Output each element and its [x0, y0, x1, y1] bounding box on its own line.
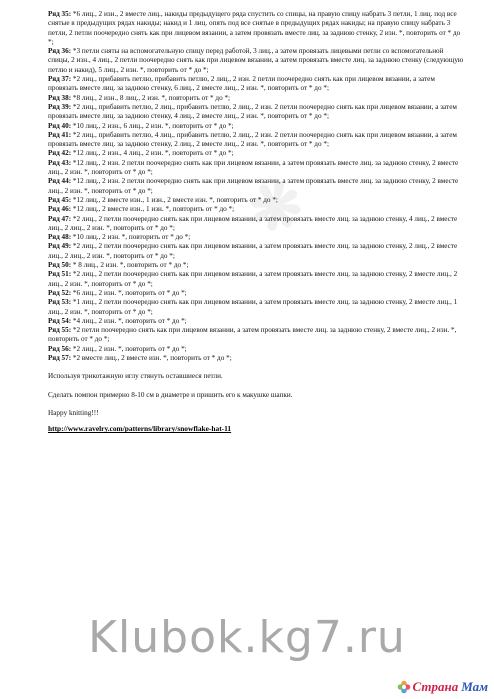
pattern-row — [48, 149, 464, 158]
row-label: Ряд 50: — [48, 261, 72, 270]
row-label: Ряд 47: — [48, 214, 72, 223]
row-instructions: *6 лиц., 2 изн., 2 вместе лиц., накиды предыдущего ряда спустить со спицы, на правую спицу набрать 3 петли, 1 лиц. под все снятые в предыдущих рядах накиды; накид и 1 лиц. опять под все снятые в предыдущих рядах накиды; на правую спицу набрать 3 петли, 2 петли поочередно снять как при лицевом вязании, а затем провязать вместе лиц. за заднюю стенку, 2 изн. *, повторить от * до *; — [48, 10, 461, 46]
row-label: Ряд 51: — [48, 270, 72, 279]
row-instructions: *12 лиц., 2 вместе изн., 1 изн. *, повторить от * до *; — [71, 205, 235, 214]
row-instructions: *12 лиц., 2 вместе изн., 1 изн., 2 вместе изн. *, повторить от * до *; — [71, 195, 278, 204]
pattern-row — [48, 242, 464, 261]
pattern-row — [48, 345, 464, 354]
row-instructions: *2 лиц., 2 изн. *, повторить от * до *; — [71, 344, 187, 353]
pattern-row — [48, 317, 464, 326]
site-watermark: Klubok.kg7.ru — [88, 612, 406, 663]
pattern-rows — [48, 10, 464, 363]
background-watermark: ❋ — [233, 162, 320, 252]
flower-icon — [397, 680, 411, 694]
logo-word-strana: Страна — [412, 679, 459, 694]
row-label: Ряд 55: — [48, 326, 72, 335]
pattern-row — [48, 196, 464, 205]
row-label: Ряд 52: — [48, 288, 72, 297]
spacer — [48, 400, 464, 409]
row-instructions: *4 лиц., 2 изн. *, повторить от * до *; — [71, 316, 187, 325]
row-instructions: *12 лиц., 2 изн. 2 петли поочередно снять как при лицевом вязании, а затем провязать вместе лиц. за заднюю стенку, 2 вместе лиц., 2 изн. *, повторить от * до *; — [48, 177, 459, 195]
row-label: Ряд 45: — [48, 195, 72, 204]
row-instructions: *12 лиц., 2 изн. 2 петли поочередно снять как при лицевом вязании, а затем провязать вместе лиц. за заднюю стенку, 2 вместе лиц., 2 изн. *, повторить от * до *; — [48, 158, 459, 177]
row-instructions: *2 лиц., 2 петли поочередно снять как при лицевом вязании, а затем провязать вместе лиц. за заднюю стенку, 2 лиц., 2 вместе лиц., 2 лиц., 2 изн. *, повторить от * до *; — [48, 242, 458, 260]
row-label: Ряд 44: — [48, 177, 72, 186]
pattern-row — [48, 354, 464, 363]
row-label: Ряд 57: — [48, 353, 72, 362]
pattern-row — [48, 177, 464, 196]
ravelry-pattern-link[interactable]: http://www.ravelry.com/patterns/library/snowflake-hat-11 — [48, 424, 232, 434]
pattern-row — [48, 298, 464, 317]
pattern-row — [48, 159, 464, 178]
pattern-row — [48, 205, 464, 214]
pattern-row — [48, 75, 464, 94]
row-label: Ряд 42: — [48, 149, 72, 158]
row-instructions: *2 лиц., прибавить петлю, 4 лиц., прибавить петлю, 2 лиц., 2 изн. 2 петли поочередно снять как при лицевом вязании, а затем провязать вместе лиц. за заднюю стенку, 2 лиц., 2 вместе лиц., 2 изн. *, повторить от * до *; — [48, 130, 457, 149]
pattern-row — [48, 261, 464, 270]
pattern-row — [48, 289, 464, 298]
happy-knitting-text: Happy knitting!!! — [48, 408, 99, 417]
row-instructions: *3 петли сняты на вспомогательную спицу перед работой, 3 лиц., а затем провязать лицевыми петли со вспомогательной спицы, 2 изн., 4 лиц., 2 петли поочередно снять как при лицевом вязании, а затем провязать вместе лиц. за заднюю стенку (следующую петлю и накид), 5 лиц., 2 изн. *, повторить от * до *; — [48, 47, 464, 74]
row-instructions: *10 лиц., 2 изн., 6 лиц., 2 изн. *, повторить от * до *; — [71, 121, 234, 130]
row-instructions: *2 лиц., 2 петли поочередно снять как при лицевом вязании, а затем провязать вместе лиц. за заднюю стенку, 4 лиц., 2 вместе лиц., 2 лиц., 2 изн. *, повторить от * до *; — [48, 214, 458, 232]
row-instructions: *2 лиц., прибавить петлю, 2 лиц., прибавить петлю, 2 лиц., 2 изн. 2 петли поочередно снять как при лицевом вязании, а затем провязать вместе лиц. за заднюю стенку, 4 лиц., 2 вместе лиц., 2 изн. *, повторить от * до *; — [48, 102, 457, 121]
pattern-document — [48, 10, 464, 436]
row-instructions: *2 вместе лиц., 2 вместе изн. *, повторить от * до *; — [71, 353, 232, 362]
row-instructions: * 8 лиц., 2 изн. *, повторить от * до *; — [71, 261, 189, 270]
row-label: Ряд 40: — [48, 121, 72, 130]
pattern-row — [48, 233, 464, 242]
pattern-row — [48, 215, 464, 234]
finishing-step-1: Используя трикотажную иглу стянуть оставшиеся петли. — [48, 372, 223, 381]
pattern-row — [48, 122, 464, 131]
row-label: Ряд 41: — [48, 130, 72, 139]
spacer — [48, 363, 464, 372]
row-label: Ряд 54: — [48, 316, 72, 325]
row-label: Ряд 53: — [48, 298, 72, 307]
pattern-row — [48, 326, 464, 345]
row-label: Ряд 46: — [48, 205, 72, 214]
pattern-row — [48, 270, 464, 289]
logo-word-mam: Мам — [461, 679, 488, 694]
row-label: Ряд 39: — [48, 102, 72, 111]
pattern-row — [48, 47, 464, 75]
strana-mam-logo — [397, 679, 488, 695]
row-label: Ряд 43: — [48, 158, 72, 167]
row-instructions: *8 лиц., 2 изн., 8 лиц., 2 изн. *, повторить от * до *; — [71, 93, 231, 102]
pattern-row — [48, 10, 464, 47]
pattern-row — [48, 103, 464, 122]
row-label: Ряд 56: — [48, 344, 72, 353]
row-instructions: *1 лиц., 2 петли поочередно снять как при лицевом вязании, а затем провязать вместе лиц. за заднюю стенку, 2 вместе лиц., 1 лиц., 2 изн. *, повторить от * до *; — [48, 298, 458, 316]
row-label: Ряд 35: — [48, 10, 72, 18]
row-label: Ряд 38: — [48, 93, 72, 102]
row-instructions: *2 лиц., прибавить петлю, прибавить петлю, 2 лиц., 2 изн. 2 петли поочередно снять как при лицевом вязании, а затем провязать вместе лиц. за заднюю стенку, 6 лиц., 2 вместе лиц., 2 изн. *, повторить от * до *; — [48, 75, 435, 93]
finishing-step-2: Сделать помпон примерно 8-10 см в диаметре и пришить его к макушке шапки. — [48, 390, 293, 399]
row-label: Ряд 37: — [48, 75, 72, 84]
pattern-row — [48, 131, 464, 150]
row-label: Ряд 48: — [48, 233, 72, 242]
pattern-row — [48, 94, 464, 103]
row-instructions: *6 лиц., 2 изн. *, повторить от * до *; — [71, 288, 187, 297]
spacer — [48, 382, 464, 391]
row-label: Ряд 36: — [48, 47, 72, 56]
row-instructions: *10 лиц., 2 изн. *, повторить от * до *; — [71, 233, 191, 242]
row-instructions: *12 лиц., 2 изн., 4 лиц., 2 изн. *, повторить от * до *; — [71, 149, 234, 158]
row-instructions: *2 петли поочередно снять как при лицевом вязании, а затем провязать вместе лиц. за заднюю стенку, 2 вместе лиц., 2 изн. *, повторить от * до *; — [48, 326, 457, 344]
row-instructions: *2 лиц., 2 петли поочередно снять как при лицевом вязании, а затем провязать вместе лиц. за заднюю стенку, 2 вместе лиц., 2 лиц., 2 изн. *, повторить от * до *; — [48, 270, 458, 288]
row-label: Ряд 49: — [48, 242, 72, 251]
